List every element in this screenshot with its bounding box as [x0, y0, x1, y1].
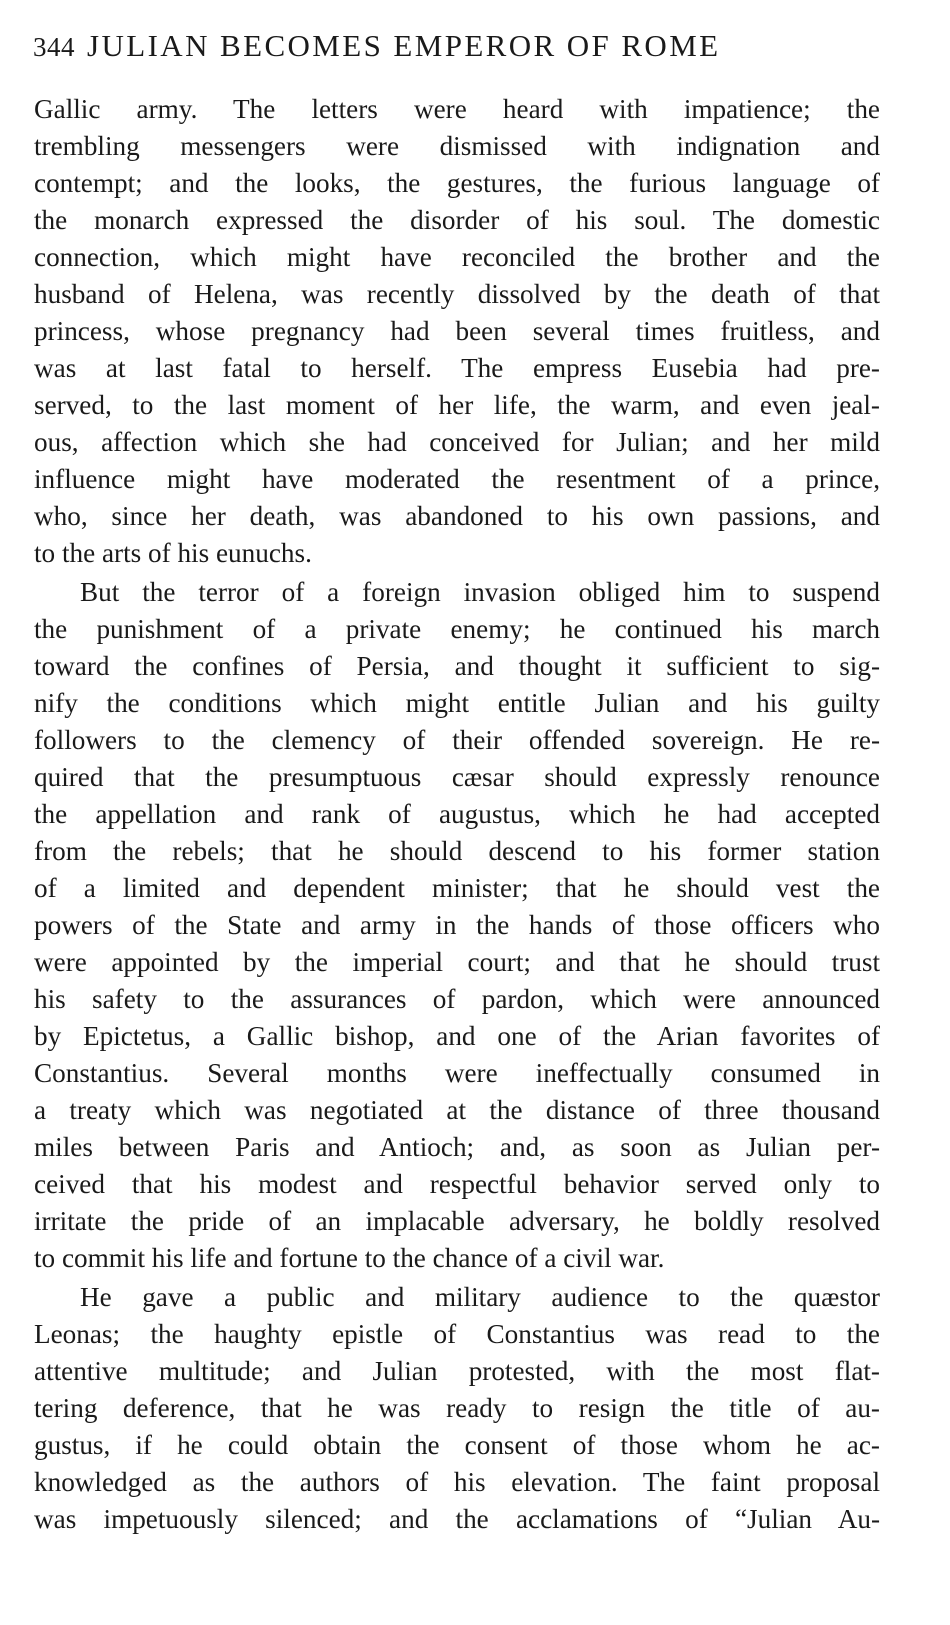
text-line: Gallic army. The letters were heard with impatience; the: [34, 94, 880, 124]
text-line: husband of Helena, was recently dissolved by the death of that: [34, 279, 880, 309]
text-line: He gave a public and military audience to the quæstor: [80, 1282, 880, 1312]
running-title: JULIAN BECOMES EMPEROR OF ROME: [87, 28, 721, 63]
text-line: from the rebels; that he should descend to his former station: [34, 836, 880, 866]
text-line: the monarch expressed the disorder of his soul. The domestic: [34, 205, 880, 235]
text-line: miles between Paris and Antioch; and, as soon as Julian per-: [34, 1132, 880, 1162]
text-line: followers to the clemency of their offended sovereign. He re-: [34, 725, 880, 755]
text-line: quired that the presumptuous cæsar should expressly renounce: [34, 762, 880, 792]
text-line: irritate the pride of an implacable adversary, he boldly resolved: [34, 1206, 880, 1236]
text-line: trembling messengers were dismissed with indignation and: [34, 131, 880, 161]
page-number: 344: [33, 32, 75, 62]
text-line: served, to the last moment of her life, the warm, and even jeal-: [34, 390, 880, 420]
text-line: the appellation and rank of augustus, which he had accepted: [34, 799, 880, 829]
text-line: ous, affection which she had conceived for Julian; and her mild: [34, 427, 880, 457]
text-line: the punishment of a private enemy; he continued his march: [34, 614, 880, 644]
text-line: influence might have moderated the resentment of a prince,: [34, 464, 880, 494]
page-header: [33, 28, 913, 68]
text-line: to the arts of his eunuchs.: [34, 538, 312, 568]
text-line: princess, whose pregnancy had been several times fruitless, and: [34, 316, 880, 346]
text-line: were appointed by the imperial court; and that he should trust: [34, 947, 880, 977]
text-line: attentive multitude; and Julian protested, with the most flat-: [34, 1356, 880, 1386]
text-line: powers of the State and army in the hands of those officers who: [34, 910, 880, 940]
text-line: his safety to the assurances of pardon, which were announced: [34, 984, 880, 1014]
text-line: contempt; and the looks, the gestures, the furious language of: [34, 168, 880, 198]
text-line: ceived that his modest and respectful behavior served only to: [34, 1169, 880, 1199]
text-line: knowledged as the authors of his elevation. The faint proposal: [34, 1467, 880, 1497]
text-line: nify the conditions which might entitle Julian and his guilty: [34, 688, 880, 718]
text-line: a treaty which was negotiated at the distance of three thousand: [34, 1095, 880, 1125]
text-line: But the terror of a foreign invasion obliged him to suspend: [80, 577, 880, 607]
text-line: was at last fatal to herself. The empress Eusebia had pre-: [34, 353, 880, 383]
text-line: was impetuously silenced; and the acclamations of “Julian Au-: [34, 1504, 880, 1534]
text-line: gustus, if he could obtain the consent of those whom he ac-: [34, 1430, 880, 1460]
text-line: connection, which might have reconciled the brother and the: [34, 242, 880, 272]
text-line: Leonas; the haughty epistle of Constantius was read to the: [34, 1319, 880, 1349]
text-line: by Epictetus, a Gallic bishop, and one of the Arian favorites of: [34, 1021, 880, 1051]
text-line: to commit his life and fortune to the chance of a civil war.: [34, 1243, 665, 1273]
text-line: of a limited and dependent minister; that he should vest the: [34, 873, 880, 903]
text-line: Constantius. Several months were ineffectually consumed in: [34, 1058, 880, 1088]
text-line: toward the confines of Persia, and thought it sufficient to sig-: [34, 651, 880, 681]
text-line: tering deference, that he was ready to resign the title of au-: [34, 1393, 880, 1423]
text-line: who, since her death, was abandoned to his own passions, and: [34, 501, 880, 531]
